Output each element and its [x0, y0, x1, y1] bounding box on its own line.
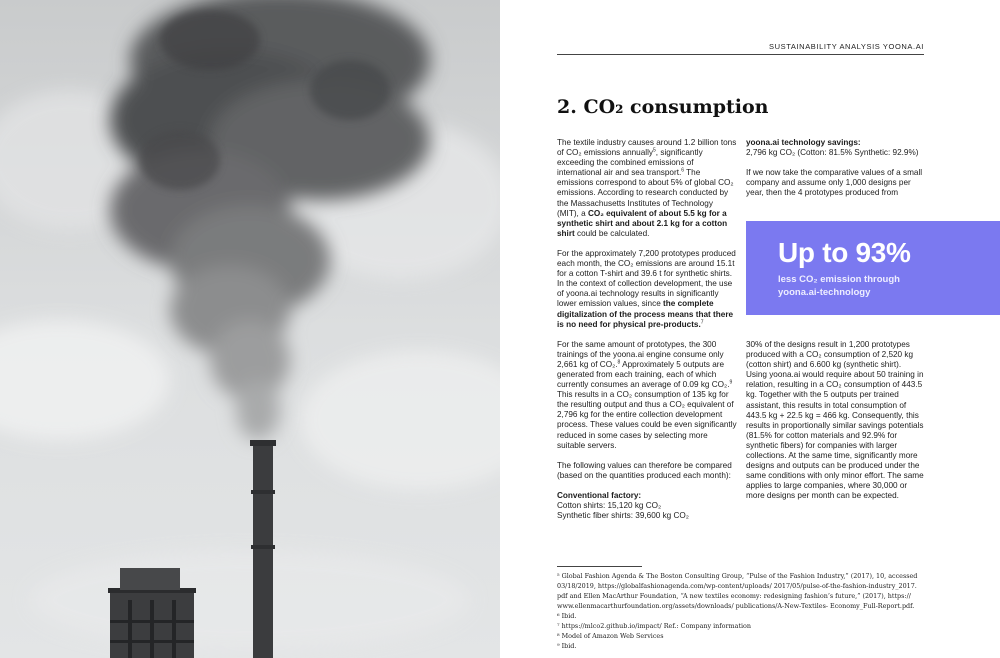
callout-line-1: less CO₂ emission through — [778, 274, 900, 285]
footnote-8: ⁸ Model of Amazon Web Services — [557, 632, 664, 640]
savings-block: yoona.ai technology savings: 2,796 kg CO₂ (Cotton: 81.5% Synthetic: 92.9%) — [746, 138, 919, 158]
paragraph-1: The textile industry causes around 1.2 billion tons of CO₂ emissions annually$^5$, significantly exceeding the combined emissions of international air and sea transport.$^6$ The emissions correspond to about 5% of global CO₂ emissions. According to research conducted by the Massachusetts Institutes of Technology (MIT), a CO₂ equivalent of about 5.5 kg for a synthetic shirt and about 2.1 kg for a cotton shirt could be calculated. — [557, 138, 737, 238]
header-rule — [557, 54, 924, 55]
conventional-factory-values: Conventional factory: Cotton shirts: 15,120 kg CO₂ Synthetic fiber shirts: 39,600 kg CO₂ — [557, 490, 689, 521]
right-column-bottom — [746, 340, 924, 512]
section-title: 2. CO₂ consumption — [557, 96, 769, 118]
footnote-6: ⁶ Ibid. — [557, 612, 577, 620]
right-column-top — [746, 138, 924, 208]
article-page — [500, 0, 1000, 658]
callout-headline: Up to 93% — [778, 237, 911, 268]
paragraph-3: For the same amount of prototypes, the 300 trainings of the yoona.ai engine consume only 2,661 kg of CO₂.$^8$ Approximately 5 outputs are generated from each training, each of which currently consumes an average of 0.09 kg CO₂.$^9$ This results in a CO₂ consumption of 135 kg for the resulting output and thus a CO₂ equivalent of 2,796 kg for the entire collection development process. These values could be even significantly reduced in some cases by selecting more suitable servers. — [557, 339, 737, 450]
running-header: SUSTAINABILITY ANALYSIS YOONA.AI — [769, 42, 924, 51]
callout-line-2: yoona.ai-technology — [778, 287, 871, 298]
footnotes — [557, 571, 929, 651]
paragraph-5: If we now take the comparative values of a small company and assume only 1,000 designs per year, then the 4 prototypes produced from — [746, 168, 923, 198]
paragraph-4: The following values can therefore be compared (based on the quantities produced each month): — [557, 460, 732, 480]
highlight-callout — [746, 221, 1000, 315]
footnote-5: ⁵ Global Fashion Agenda & The Boston Consulting Group, “Pulse of the Fashion Industry,” (2017), 10, accessed 03/18/2019, https://globalfashionagenda.com/wp-content/uploads/ 2017/05/pulse-of-the-fashion-industry_2017. pdf and Ellen MacArthur Foundation, “A new textiles economy: redesigning fashion’s future,” (2017), https:// www.ellenmacarthurfoundation.org/assets/downloads/ publications/A-New-Textiles- Economy_Full-Report.pdf. — [557, 572, 918, 610]
footnote-rule — [557, 566, 642, 567]
footnote-7: ⁷ https://mlco2.github.io/impact/ Ref.: Company information — [557, 622, 752, 630]
footnote-9: ⁹ Ibid. — [557, 642, 577, 650]
paragraph-2: For the approximately 7,200 prototypes produced each month, the CO₂ emissions are around 15.1t for a cotton T-shirt and 39.6 t for synthetic shirts. In the context of collection development, the use of yoona.ai technology results in significantly lower emission values, since the complete digitalization of the process means that there is no need for physical pre-products.$^7$ — [557, 248, 736, 329]
left-column — [557, 138, 737, 521]
paragraph-6: 30% of the designs result in 1,200 prototypes produced with a CO₂ consumption of 2,520 kg (cotton shirt) and 6.600 kg (synthetic shirt). Using yoona.ai would require about 50 training in relation, resulting in a CO₂ consumption of 443.5 kg. Together with the 5 outputs per trained assistant, this results in total consumption of 443.5 kg + 22.5 kg = 466 kg. Consequently, this results in proportionally similar savings potentials (81.5% for cotton materials and 92.9% for synthetic fibers) for companies with larger collections. At the same time, significantly more designs and outputs can be produced under the same conditions with only minor effort. The same applies to large companies, where 30,000 or more designs per month can be expected. — [746, 340, 924, 501]
